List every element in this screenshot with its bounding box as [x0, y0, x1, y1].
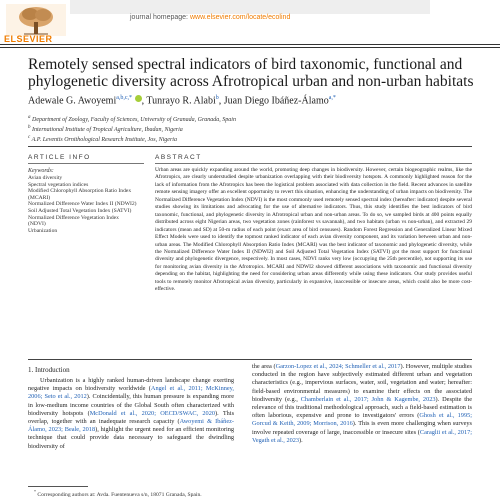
body-text: ). Despite the relevance of this traditional methodological approach, such a field-based estimation is often laborious, expensive and prone to investigators' errors ( — [252, 395, 472, 420]
footnote-rule — [28, 486, 88, 487]
citation-link[interactable]: Caraglii et al., 2017; Vegath et al., 2023 — [252, 428, 472, 444]
footnote-marker: * — [34, 489, 36, 494]
section-divider — [28, 146, 472, 147]
article-info-heading: ARTICLE INFO — [28, 154, 91, 161]
keyword: Spectral vegetation indices — [28, 181, 89, 188]
body-text: ). However, multiple studies conducted in the region have subjectively estimated different urban and vegetation characteristics (e.g., impervious surfaces, water, soil, vegetation and water; hereafter: field-based environmental measures) to examine their effects on the associated biodiversity (e.g., — [252, 363, 473, 403]
author-affil-marker: a,b,c,* — [116, 95, 133, 101]
citation-link[interactable]: Chamberlain et al., 2017; John & Kagembe, 2023 — [300, 395, 436, 403]
journal-homepage — [130, 14, 290, 21]
abstract-text: Urban areas are quickly expanding around the world, promoting deep changes in biodiversity. However, certain biogeographic realms, like the Afrotropics, are clearly understudied despite urbanization overlapping with their biodiversity hotspots. A commonly highlighted reason for the lack of information from the Afrotropics has been the logistical problem associated with data collection in the field. Recent advances in satellite remote sensing imagery offer an excellent opportunity to revert this situation, enhancing the understanding of urban impacts on biodiversity. The Normalized Difference Vegetation Index (NDVI) is the most commonly used remotely sensed spectral index (hereafter: indicator) despite several studies showing its limitations and advocating for the use of alternative indicators. Thus, this study identifies the best indicators of bird taxonomic, functional, and phylogenetic diversity in Afrotropical urban and non-urban areas. To do so, we sampled birds at 400 points equally distributed across eight Nigerian areas, two vegetation zones (rainforest vs savannah), and two habitats (urban vs non-urban), and extracted 29 indicators (mean and SD) at 50-m radius of each point (exact area of bird censuses). Random Forest Regression and Generalized Linear Mixed Effect Models were used to identify the topmost ranked indicator of each avian diversity component, and its variation between urban and non-urban areas. The Modified Chlorophyll Absorption Ratio Index (MCARI) was the best indicator of taxonomic and phylogenetic diversity, while the Normalized Difference Water Index II (NDWI2) and Soil Adjusted Total Vegetation Index (SATVI) got the most support for functional diversity and phylogenetic divergence, respectively. In most cases, NDVI ranks very low (occupying the 25th percentile), not supporting its use for monitoring avian diversity in the Afrotropics. MCARI and NDWI2 showed different associations with taxonomic and functional diversity depending on the habitat, highlighting the need for considering urban areas differently while using these indicators. Our study provides useful tools to remotely monitor Afrotropical avian diversity, particularly in expansive, inaccessible or insecure areas, which could also be more cost-effective. — [155, 167, 472, 293]
citation-link[interactable]: Awoyemi & Ibáñez-Álamo, 2023; Beale, 2018 — [28, 418, 235, 434]
keywords-list — [28, 175, 148, 234]
footnote-text: Corresponding authors at: Avda. Fuentenueva s/n, 18071 Granada, Spain. — [37, 491, 202, 498]
footnote — [34, 489, 202, 498]
publisher-name[interactable]: ELSEVIER — [4, 34, 53, 44]
affiliations — [28, 114, 488, 144]
author-list: Adewale G. Awoyemi$^{a,b,c,*}$ , Tunrayo R. Alabi$^b$, Juan Diego Ibáñez-Álamo$^{a,*}$ — [28, 95, 336, 107]
article-info-rule — [28, 163, 144, 164]
citation-link[interactable]: Garzon-Lopez et al., 2024; Schmeller et al., 2017 — [275, 363, 401, 370]
paper-title: Remotely sensed spectral indicators of bird taxonomic, functional and phylogenetic diversity across Afrotropical urban and non-urban habitats — [28, 56, 474, 90]
author-name[interactable]: Juan Diego Ibáñez-Álamo — [223, 95, 329, 107]
section-divider — [28, 359, 472, 360]
abstract-heading: ABSTRACT — [155, 154, 202, 161]
body-text: ). Coincidentally, this human pressure is expanding more in low-medium income countries of the Global South often characterized with biodiversity hotspots ( — [28, 393, 234, 417]
journal-homepage-label: journal homepage: — [130, 14, 188, 21]
keyword: Normalized Difference Water Index II (NDWI2) — [28, 201, 137, 208]
citation-link[interactable]: Angel et al., 2011; McKinney, 2006; Seto et al., 2012 — [28, 385, 234, 401]
keyword: Urbanization — [28, 227, 58, 234]
author-name[interactable]: Tunrayo R. Alabi — [146, 95, 216, 107]
affiliation: $^b$ International Institute of Tropical Agriculture, Ibadan, Nigeria — [28, 125, 183, 133]
intro-heading: 1. Introduction — [28, 366, 70, 374]
affiliation: $^c$ A.P. Leventis Ornithological Research Institute, Jos, Nigeria — [28, 135, 177, 143]
affiliation: $^a$ Department of Zoology, Faculty of Sciences, University of Granada, Granada, Spain — [28, 115, 236, 123]
keyword: (NDVI) — [28, 221, 46, 228]
keyword: Modified Chlorophyll Absorption Ratio Index — [28, 188, 132, 195]
body-text: ), highlight the urgent need for an efficient monitoring technique that could provide data necessary to safeguard the dwindling biodiversity of — [28, 426, 234, 450]
keyword: Soil Adjusted Total Vegetation Index (SATVI) — [28, 207, 132, 214]
citation-link[interactable]: McDonald et al., 2020; OECD/SWAC, 2020 — [89, 409, 216, 417]
keywords-label: Keywords: — [28, 168, 54, 174]
elsevier-tree-logo — [6, 4, 66, 36]
journal-header-band — [70, 0, 430, 14]
body-text: the area ( — [252, 363, 276, 370]
orcid-icon[interactable] — [135, 95, 142, 102]
abstract-rule — [155, 163, 472, 164]
journal-url-link[interactable]: www.elsevier.com/locate/ecolind — [189, 14, 291, 21]
keyword: (MCARI) — [28, 194, 51, 201]
header-rule-thin — [0, 47, 500, 48]
header-rule — [0, 44, 500, 45]
body-text: Urbanization is a highly ranked human-driven landscape change exerting negative impacts on biodiversity worldwide ( — [28, 377, 234, 393]
author-affil-marker: b — [215, 95, 219, 101]
body-text: ). This is even more challenging when surveys involve repeated coverage of large, inaccessible or insecure sites ( — [252, 420, 472, 436]
author-affil-marker: a,* — [328, 95, 336, 101]
body-text: ). — [299, 436, 303, 444]
intro-left-column — [28, 377, 234, 451]
author-name[interactable]: Adewale G. Awoyemi — [28, 95, 117, 107]
keyword: Avian diversity — [28, 175, 63, 181]
citation-link[interactable]: Ghosh et al., 1995; Gorcud & Keith, 2009; Morrison, 2016 — [252, 412, 472, 428]
keyword: Normalized Difference Vegetation Index — [28, 214, 119, 221]
body-text: ). This overlap, together with an inadequate research capacity ( — [28, 409, 235, 426]
intro-right-column — [252, 363, 472, 445]
